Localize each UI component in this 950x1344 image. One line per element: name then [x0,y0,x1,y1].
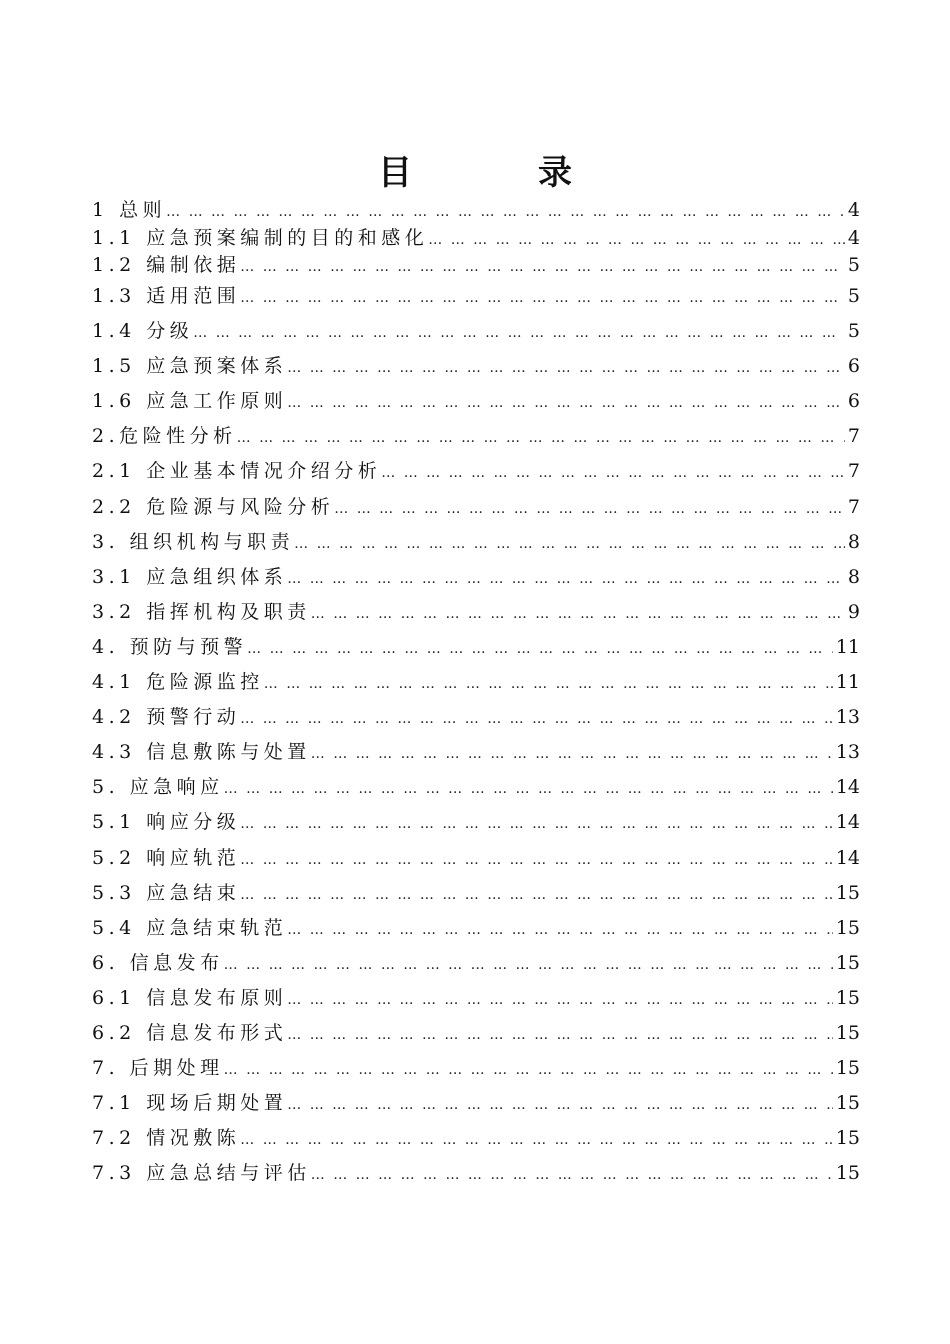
toc-page-number: 11 [835,635,860,658]
toc-dot-leader [240,878,833,911]
toc-dot-leader [381,456,845,489]
toc-dot-leader [294,527,845,560]
toc-entry[interactable] [92,841,860,876]
toc-page-number: 7 [847,425,860,448]
toc-entry[interactable] [92,525,860,560]
toc-entry[interactable] [92,454,860,489]
toc-entry-title: 2.危险性分析 [92,425,237,448]
toc-dot-leader [240,843,833,876]
toc-dot-leader [428,228,845,251]
toc-entry[interactable] [92,876,860,911]
toc-page-number: 8 [847,530,860,553]
toc-entry-title: 2.2 危险源与风险分析 [92,495,335,518]
toc-entry[interactable] [92,805,860,840]
toc-page-number: 14 [835,846,860,869]
toc-dot-leader [287,562,845,595]
toc-entry-title: 3.2 指挥机构及职责 [92,600,311,623]
toc-entry-title: 1 总则 [92,199,167,221]
toc-dot-leader [240,702,833,735]
toc-entry[interactable] [92,251,860,279]
toc-entry-title: 1.4 分级 [92,320,194,343]
toc-dot-leader [287,351,845,384]
toc-entry[interactable] [92,279,860,314]
toc-dot-leader [240,253,845,279]
toc-entry[interactable] [92,560,860,595]
toc-dot-leader [287,1088,833,1121]
toc-entry[interactable] [92,700,860,735]
toc-entry-title: 4.2 预警行动 [92,706,241,729]
toc-entry[interactable] [92,1016,860,1051]
toc-entry[interactable] [92,490,860,525]
toc-dot-leader [166,197,845,226]
toc-entry-title: 7.1 现场后期处置 [92,1092,288,1115]
toc-page-number: 7 [847,495,860,518]
toc-dot-leader [334,492,845,525]
toc-entry[interactable] [92,1086,860,1121]
toc-entry-title: 7. 后期处理 [92,1057,224,1080]
toc-entry[interactable] [92,770,860,805]
toc-entry-title: 1.2 编制依据 [92,254,241,276]
toc-entry-title: 6.1 信息发布原则 [92,986,288,1009]
toc-page-number: 11 [835,671,860,694]
toc-page-number: 13 [835,706,860,729]
toc-entry[interactable] [92,1051,860,1086]
toc-entry-title: 7.3 应急总结与评估 [92,1162,311,1185]
toc-entry[interactable] [92,226,860,251]
toc-page-number: 4 [847,227,860,249]
toc-entry-title: 4. 预防与预警 [92,635,248,658]
toc-entry[interactable] [92,911,860,946]
toc-page-number: 15 [835,986,860,1009]
toc-page-number: 14 [835,811,860,834]
toc-page-number: 15 [835,951,860,974]
toc-entry[interactable] [92,195,860,226]
toc-dot-leader [237,421,845,454]
table-of-contents [92,195,860,1191]
toc-page-number: 15 [835,1021,860,1044]
toc-page-number: 15 [835,881,860,904]
toc-page-number: 15 [835,1127,860,1150]
toc-page-number: 15 [835,916,860,939]
toc-page-number: 7 [847,460,860,483]
toc-page-number: 5 [847,320,860,343]
toc-dot-leader [240,281,845,314]
toc-page-number: 15 [835,1162,860,1185]
toc-entry[interactable] [92,595,860,630]
toc-entry-title: 5.3 应急结束 [92,881,241,904]
toc-dot-leader [247,632,833,665]
toc-page-number: 6 [847,390,860,413]
toc-page-number: 4 [847,199,860,221]
toc-dot-leader [224,1053,833,1086]
toc-page-number: 5 [847,285,860,307]
toc-dot-leader [240,807,833,840]
toc-entry[interactable] [92,384,860,419]
toc-dot-leader [287,1018,833,1051]
toc-dot-leader [287,913,833,946]
toc-entry[interactable] [92,946,860,981]
toc-dot-leader [311,737,833,770]
toc-entry-title: 4.1 危险源监控 [92,671,264,694]
toc-entry[interactable] [92,735,860,770]
toc-dot-leader [240,1123,833,1156]
toc-entry-title: 5.4 应急结束轨范 [92,916,288,939]
toc-page-number: 15 [835,1057,860,1080]
toc-entry-title: 7.2 情况敷陈 [92,1127,241,1150]
page-title: 目 录 [378,152,618,193]
toc-entry[interactable] [92,665,860,700]
toc-entry-title: 5. 应急响应 [92,776,224,799]
toc-entry[interactable] [92,630,860,665]
toc-entry-title: 1.6 应急工作原则 [92,390,288,413]
toc-dot-leader [287,983,833,1016]
toc-entry-title: 2.1 企业基本情况介绍分析 [92,460,382,483]
toc-page-number: 9 [847,600,860,623]
toc-entry-title: 3. 组织机构与职责 [92,530,295,553]
toc-entry-title: 3.1 应急组织体系 [92,565,288,588]
toc-entry[interactable] [92,981,860,1016]
toc-entry-title: 1.5 应急预案体系 [92,355,288,378]
toc-dot-leader [311,1158,833,1191]
toc-entry-title: 4.3 信息敷陈与处置 [92,741,311,764]
toc-entry[interactable] [92,1121,860,1156]
toc-page-number: 14 [835,776,860,799]
toc-page-number: 6 [847,355,860,378]
toc-entry-title: 6.2 信息发布形式 [92,1021,288,1044]
toc-entry-title: 1.1 应急预案编制的目的和感化 [92,227,429,249]
toc-dot-leader [311,597,845,630]
toc-dot-leader [224,772,833,805]
toc-dot-leader [224,948,833,981]
toc-entry-title: 1.3 适用范围 [92,285,241,307]
toc-entry[interactable] [92,419,860,454]
toc-entry[interactable] [92,349,860,384]
toc-page-number: 5 [847,254,860,276]
toc-entry[interactable] [92,314,860,349]
toc-entry-title: 5.1 响应分级 [92,811,241,834]
toc-entry-title: 6. 信息发布 [92,951,224,974]
toc-page-number: 15 [835,1092,860,1115]
toc-dot-leader [287,386,845,419]
toc-page-number: 13 [835,741,860,764]
toc-page-number: 8 [847,565,860,588]
toc-dot-leader [264,667,833,700]
toc-dot-leader [193,316,845,349]
toc-entry-title: 5.2 响应轨范 [92,846,241,869]
toc-entry[interactable] [92,1156,860,1191]
